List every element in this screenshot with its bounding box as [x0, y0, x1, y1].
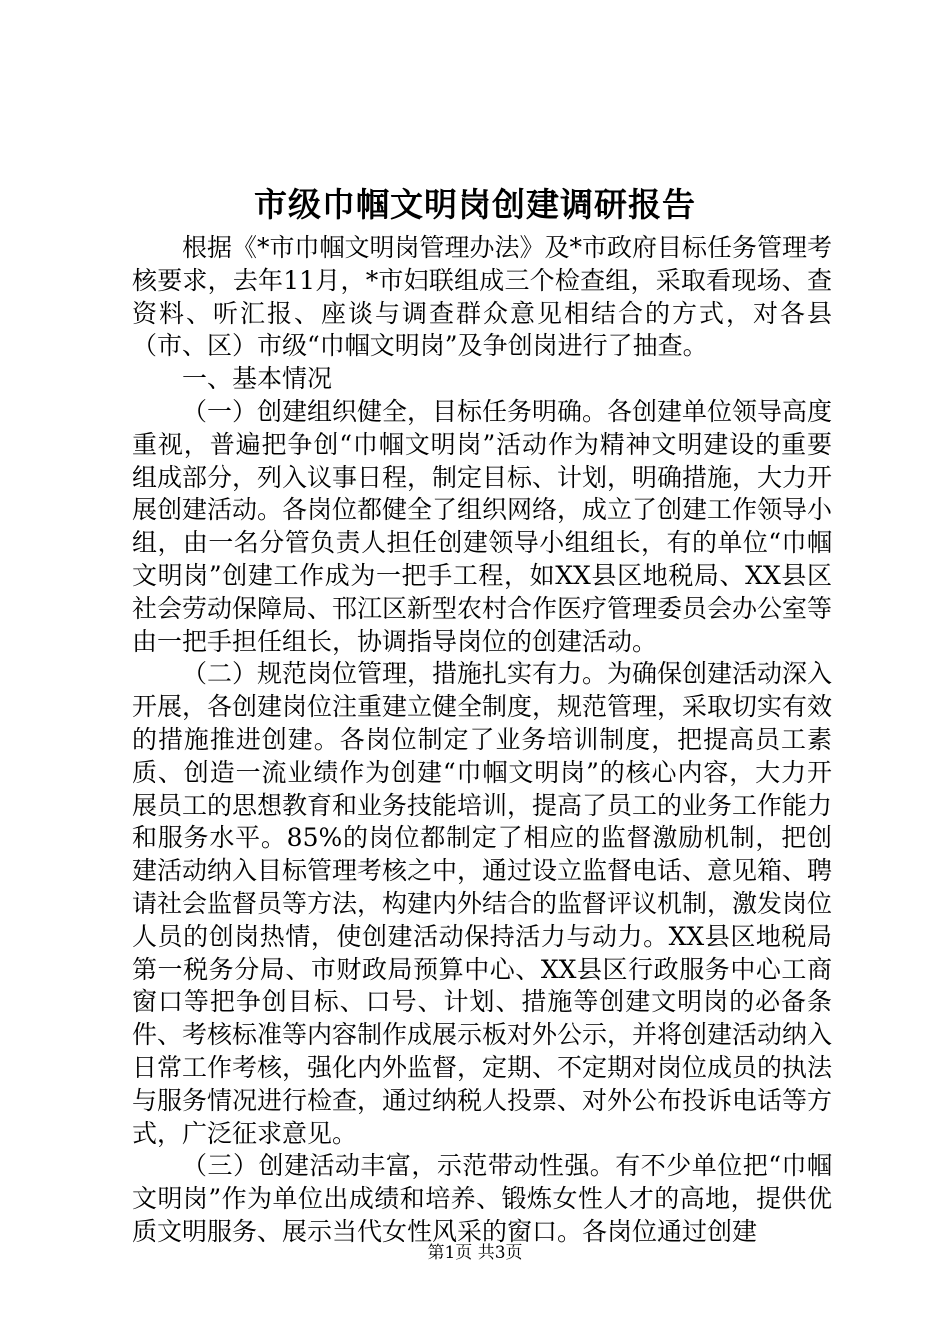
- document-title: 市级巾帼文明岗创建调研报告: [254, 185, 696, 224]
- paragraph-section-3: （三）创建活动丰富，示范带动性强。有不少单位把“巾帼文明岗”作为单位出成绩和培养、锻炼女性人才的高地，提供优质文明服务、展示当代女性风采的窗口。各岗位通过创建: [132, 1151, 832, 1246]
- paragraph-section-1: （一）创建组织健全，目标任务明确。各创建单位领导高度重视，普遍把争创“巾帼文明岗”活动作为精神文明建设的重要组成部分，列入议事日程，制定目标、计划，明确措施，大力开展创建活动。各岗位都健全了组织网络，成立了创建工作领导小组，由一名分管负责人担任创建领导小组组长，有的单位“巾帼文明岗”创建工作成为一把手工程，如XX县区地税局、XX县区社会劳动保障局、邗江区新型农村合作医疗管理委员会办公室等由一把手担任组长，协调指导岗位的创建活动。: [132, 396, 833, 656]
- document-body: [132, 232, 832, 1249]
- paragraph-intro: 根据《*市巾帼文明岗管理办法》及*市政府目标任务管理考核要求，去年11月，*市妇联组成三个检查组，采取看现场、查资料、听汇报、座谈与调查群众意见相结合的方式，对各县（市、区）市级“巾帼文明岗”及争创岗进行了抽查。: [132, 233, 833, 361]
- section-heading-basic-situation: 一、基本情况: [182, 364, 333, 394]
- page-number-footer: 第1页 共3页: [427, 1243, 523, 1263]
- paragraph-section-2: （二）规范岗位管理，措施扎实有力。为确保创建活动深入开展，各创建岗位注重建立健全制度，规范管理，采取切实有效的措施推进创建。各岗位制定了业务培训制度，把提高员工素质、创造一流业绩作为创建“巾帼文明岗”的核心内容，大力开展员工的思想教育和业务技能培训，提高了员工的业务工作能力和服务水平。85%的岗位都制定了相应的监督激励机制，把创建活动纳入目标管理考核之中，通过设立监督电话、意见箱、聘请社会监督员等方法，构建内外结合的监督评议机制，激发岗位人员的创岗热情，使创建活动保持活力与动力。XX县区地税局第一税务分局、市财政局预算中心、XX县区行政服务中心工商窗口等把争创目标、口号、计划、措施等创建文明岗的必备条件、考核标准等内容制作成展示板对外公示，并将创建活动纳入日常工作考核，强化内外监督，定期、不定期对岗位成员的执法与服务情况进行检查，通过纳税人投票、对外公布投诉电话等方式，广泛征求意见。: [132, 659, 833, 1148]
